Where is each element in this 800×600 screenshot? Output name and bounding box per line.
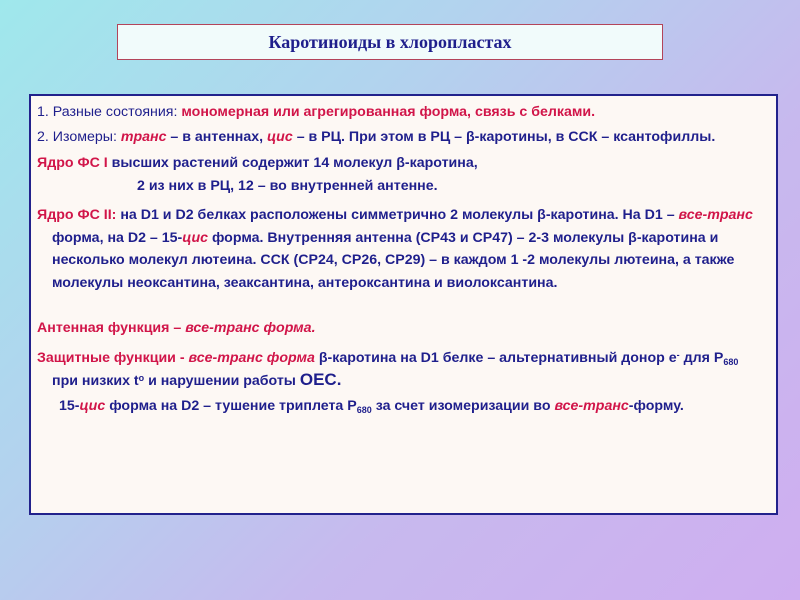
temperature-superscript: o bbox=[138, 373, 145, 383]
point-2-prefix: 2. Изомеры: bbox=[37, 128, 121, 145]
antenna-function bbox=[37, 317, 768, 340]
oec-term: OEC. bbox=[299, 370, 342, 389]
electron-superscript: - bbox=[676, 349, 680, 360]
protective-text-a: β-каротина на D1 белке – альтернативный донор е bbox=[314, 349, 677, 366]
protective-prefix: Защитные функции - bbox=[37, 349, 189, 366]
cis-text-c: -форму. bbox=[628, 397, 684, 414]
antenna-form: все-транс форма. bbox=[185, 320, 316, 336]
protective-form: все-транс форма bbox=[188, 349, 315, 366]
cis-p680-subscript: 680 bbox=[356, 404, 372, 415]
cis-text-b: за счет изомеризации во bbox=[371, 397, 555, 414]
ps2-text-b: форма, на D2 – 15- bbox=[52, 229, 183, 246]
protective-text-b: для Р bbox=[679, 349, 724, 366]
ps2-core bbox=[37, 204, 768, 294]
protective-functions bbox=[37, 347, 768, 393]
slide-title bbox=[117, 24, 663, 60]
trans-term: транс bbox=[120, 128, 167, 145]
point-2-text-a: – в антеннах, bbox=[166, 128, 268, 145]
point-1-prefix: 1. Разные состояния: bbox=[37, 104, 182, 120]
ps2-text-c: форма. Внутренняя антенна (СР43 и СР47) – 2-3 молекулы β-каротина и несколько молекул лютеина. ССК (СР24, СР26, СР29) – в каждом 1 -2 молекулы лютеина, а также молекулы неоксантина, зеаксантина, антероксантина и виолоксантина. bbox=[52, 229, 735, 291]
ps2-label: Ядро ФС II: bbox=[37, 207, 117, 223]
cis-word: цис bbox=[79, 397, 106, 414]
cis-text-a: форма на D2 – тушение триплета Р bbox=[105, 397, 357, 414]
cis-quenching bbox=[37, 395, 768, 418]
point-2-isomers bbox=[37, 126, 768, 149]
antenna-prefix: Антенная функция – bbox=[37, 320, 186, 336]
content-box bbox=[29, 94, 778, 515]
ps1-core bbox=[37, 152, 768, 175]
cis-term: цис bbox=[267, 128, 293, 145]
point-1-highlight: мономерная или агрегированная форма, связь с белками. bbox=[181, 104, 596, 120]
ps2-cis-term: цис bbox=[182, 229, 209, 246]
ps2-text-a: на D1 и D2 белках расположены симметрично 2 молекулы β-каротина. На D1 – bbox=[116, 207, 679, 223]
cis-alltrans-term: все-транс bbox=[554, 397, 629, 414]
protective-text-c: при низких t bbox=[52, 373, 139, 389]
cis-prefix: 15- bbox=[59, 397, 80, 414]
p680-subscript: 680 bbox=[723, 356, 739, 367]
ps1-line-2-text: 2 из них в РЦ, 12 – во внутренней антенне. bbox=[137, 177, 438, 194]
point-1-states bbox=[37, 101, 768, 124]
slide-title-text: Каротиноиды в хлоропластах bbox=[268, 31, 512, 52]
ps1-text: высших растений содержит 14 молекул β-каротина, bbox=[107, 155, 478, 171]
ps1-line-2 bbox=[37, 175, 768, 198]
ps2-alltrans-term: все-транс bbox=[678, 207, 753, 223]
protective-text-d: и нарушении работы bbox=[144, 373, 300, 389]
point-2-text-b: – в РЦ. При этом в РЦ – β-каротины, в ССК – ксантофиллы. bbox=[292, 128, 716, 145]
ps1-label: Ядро ФС I bbox=[37, 155, 108, 171]
